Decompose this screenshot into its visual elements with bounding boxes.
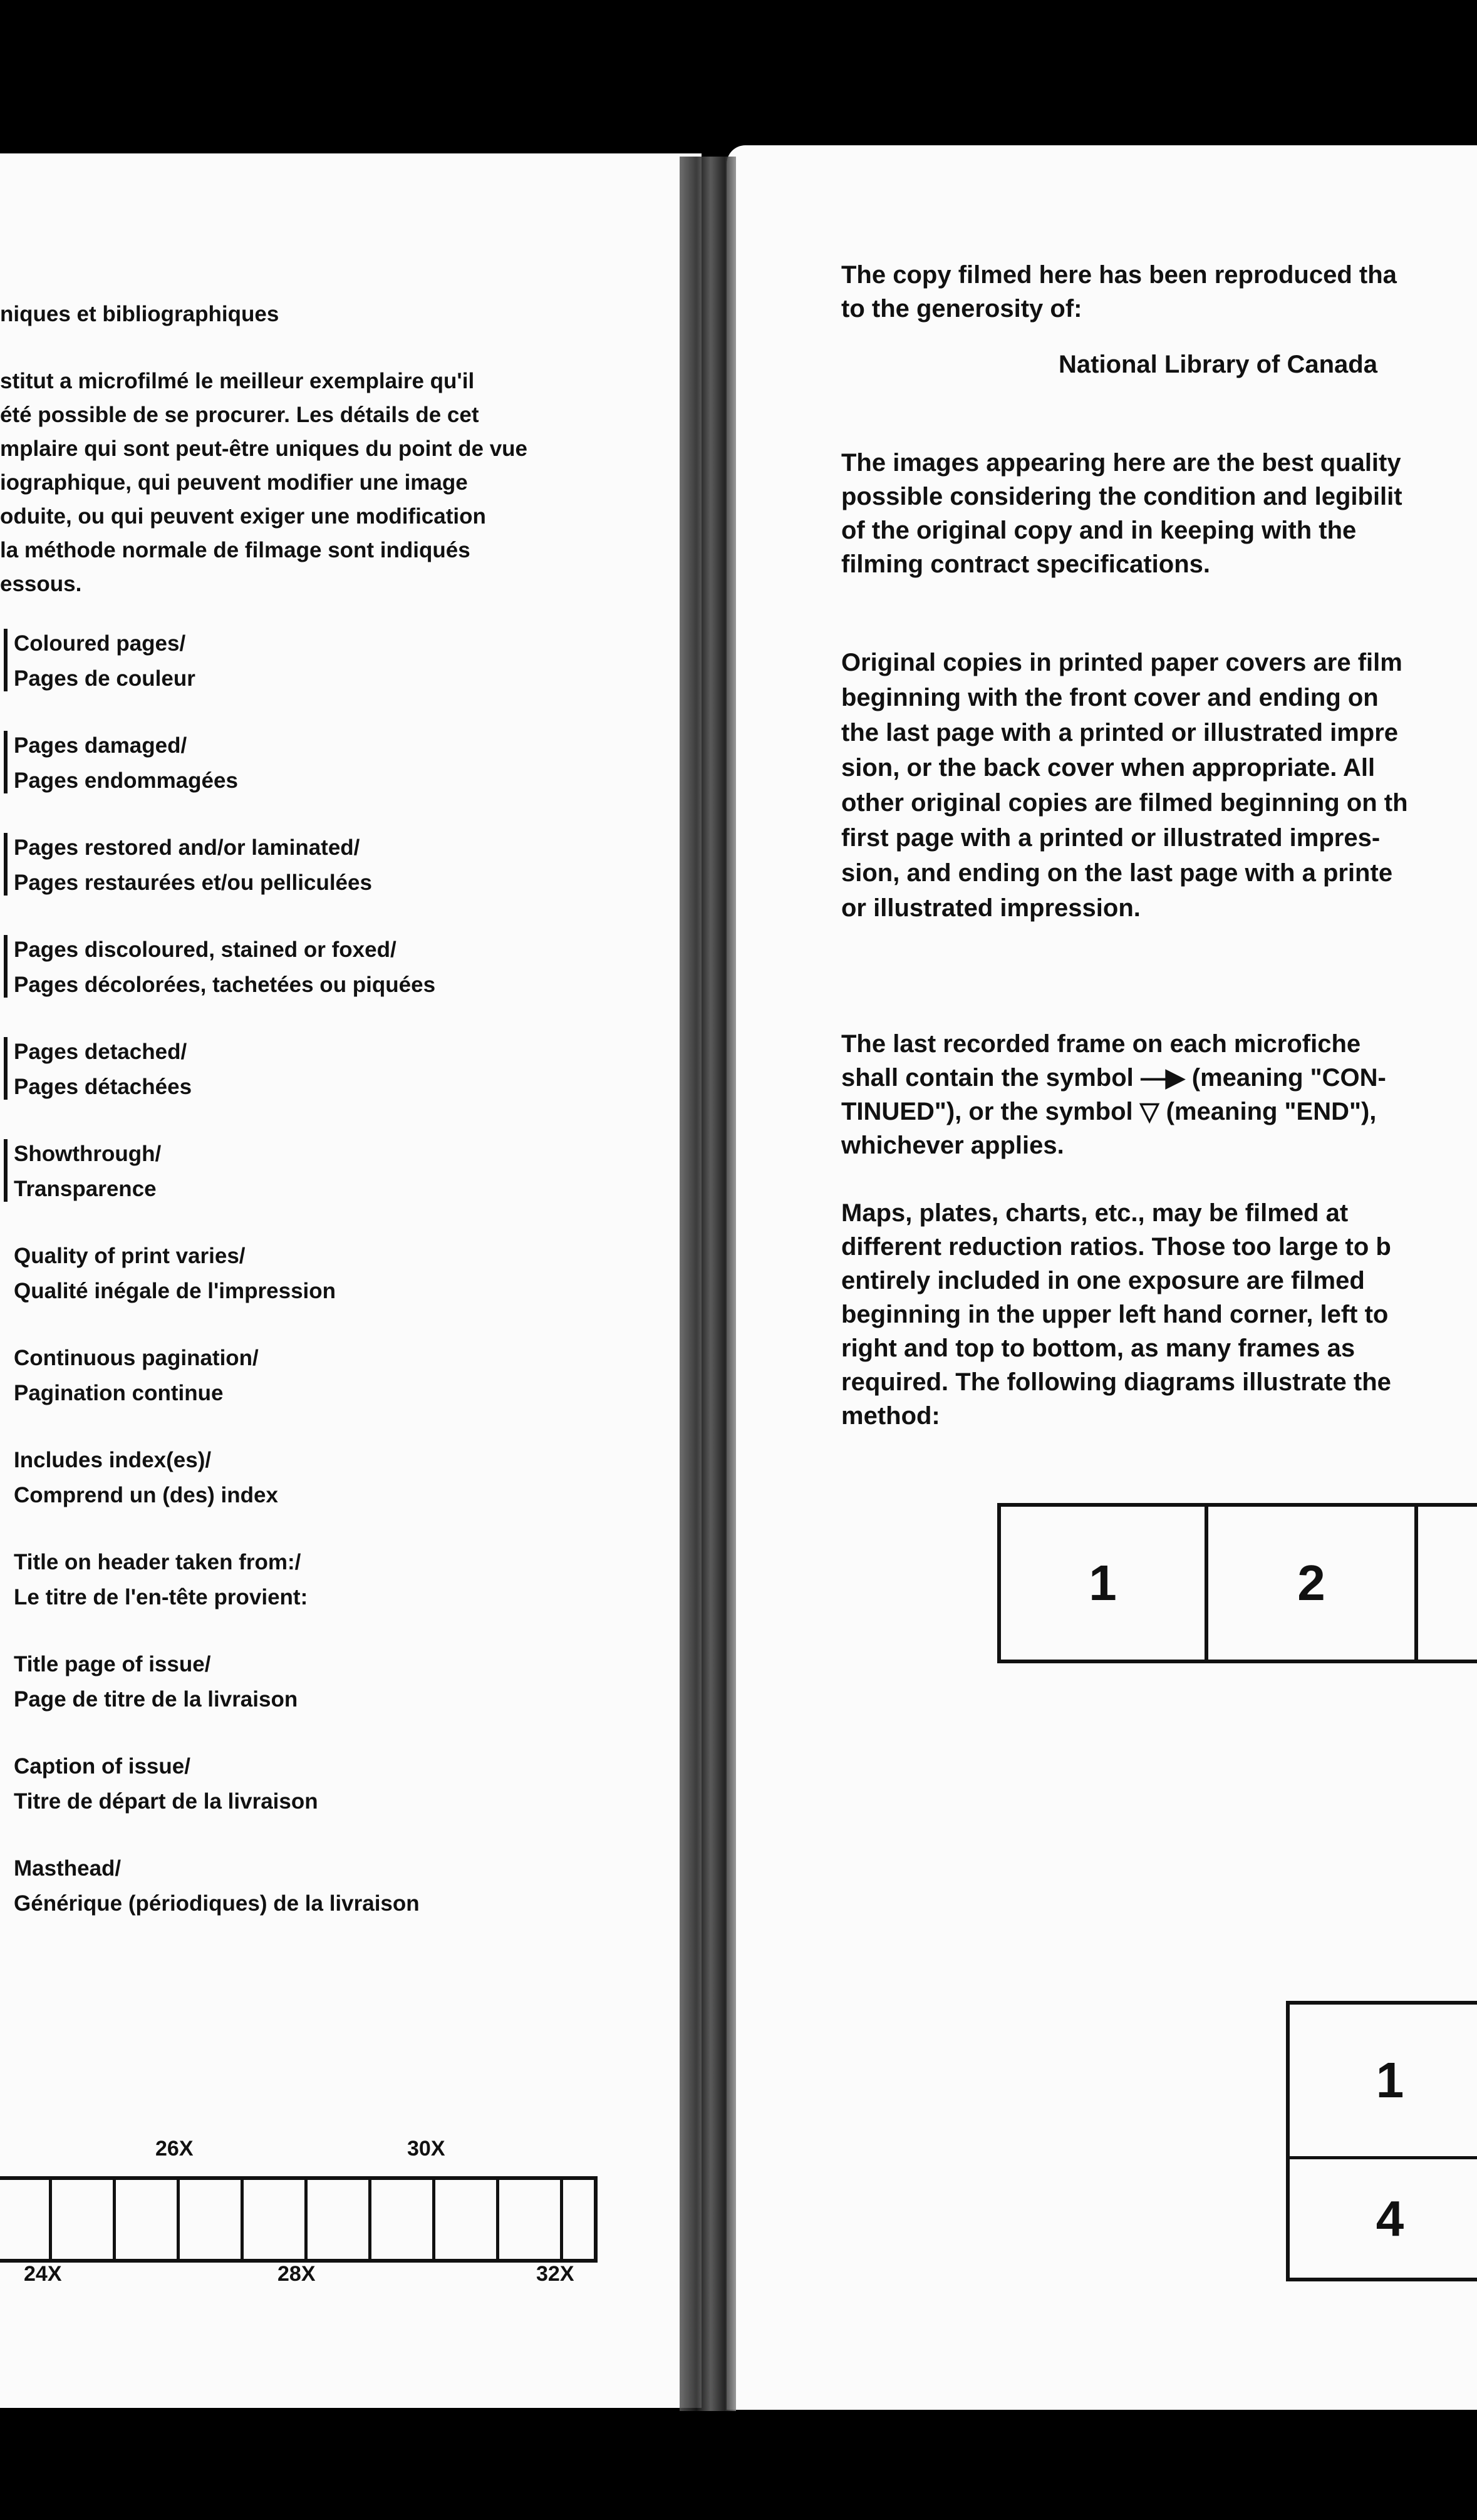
- diagram-grid-cell-4: 4: [1376, 2190, 1404, 2246]
- checklist-label-en: Title on header taken from:/: [14, 1550, 301, 1574]
- checkbox[interactable]: [0, 1139, 8, 1202]
- checklist-label-en: Includes index(es)/: [14, 1448, 212, 1472]
- para-last-frame-line: shall contain the symbol —▶ (meaning "CON-: [841, 1064, 1386, 1092]
- intro-line: mplaire qui sont peut-être uniques du point de vue: [0, 436, 527, 461]
- para-reproduced-line: to the generosity of:: [841, 295, 1082, 323]
- para-maps-plates: [841, 1196, 1391, 1433]
- checkbox[interactable]: [0, 1037, 8, 1100]
- intro-line: oduite, ou qui peuvent exiger une modification: [0, 504, 486, 529]
- para-image-quality-line: possible considering the condition and legibilit: [841, 483, 1402, 510]
- para-original-copies-line: sion, and ending on the last page with a printe: [841, 859, 1393, 887]
- checklist-label-fr: Pagination continue: [14, 1381, 224, 1405]
- diagram-row: [997, 1503, 1477, 1663]
- page-gutter: [680, 157, 736, 2411]
- intro-line: été possible de se procurer. Les détails de cet: [0, 403, 479, 427]
- checklist-label-fr: Comprend un (des) index: [14, 1483, 278, 1507]
- intro-line: iographique, qui peuvent modifier une image: [0, 470, 468, 495]
- intro-line: essous.: [0, 572, 82, 596]
- para-original-copies-line: other original copies are filmed beginning on th: [841, 789, 1408, 817]
- para-maps-plates-line: right and top to bottom, as many frames as: [841, 1335, 1355, 1362]
- para-image-quality: [841, 446, 1402, 581]
- scale-tick: [496, 2180, 499, 2259]
- checkbox[interactable]: [0, 935, 8, 998]
- para-original-copies-line: Original copies in printed paper covers are film: [841, 649, 1402, 676]
- para-maps-plates-line: different reduction ratios. Those too large to b: [841, 1233, 1391, 1261]
- checklist-label-fr: Pages endommagées: [14, 768, 238, 793]
- scale-tick: [368, 2180, 371, 2259]
- checklist-label-en: Coloured pages/: [14, 631, 186, 656]
- para-original-copies-line: or illustrated impression.: [841, 894, 1141, 922]
- checklist-label-en: Pages damaged/: [14, 733, 187, 758]
- diagram-cell-2: 2: [1297, 1555, 1325, 1611]
- diagram-grid-cell-1: 1: [1376, 2052, 1404, 2108]
- scale-label-32x: 32X: [536, 2262, 574, 2286]
- checkbox[interactable]: [0, 833, 8, 896]
- para-last-frame-line: whichever applies.: [841, 1132, 1064, 1159]
- para-image-quality-line: of the original copy and in keeping with the: [841, 517, 1357, 544]
- para-image-quality-line: filming contract specifications.: [841, 550, 1211, 578]
- para-last-frame-line: The last recorded frame on each microfiche: [841, 1030, 1361, 1058]
- checklist-label-en: Quality of print varies/: [14, 1244, 246, 1268]
- scale-tick: [432, 2180, 435, 2259]
- scale-label-26x: 26X: [155, 2137, 194, 2161]
- para-original-copies-line: sion, or the back cover when appropriate. All: [841, 754, 1376, 782]
- para-image-quality-line: The images appearing here are the best quality: [841, 449, 1401, 477]
- checklist-label-fr: Pages de couleur: [14, 666, 195, 691]
- checkbox[interactable]: [0, 629, 8, 691]
- para-maps-plates-line: entirely included in one exposure are filmed: [841, 1267, 1365, 1294]
- scale-label-24x: 24X: [24, 2262, 62, 2286]
- diagram-cell-1: 1: [1089, 1555, 1117, 1611]
- scale-tick: [560, 2180, 563, 2259]
- reduction-scale: [0, 2176, 598, 2263]
- scale-tick: [304, 2180, 308, 2259]
- checklist-label-fr: Transparence: [14, 1177, 157, 1201]
- checklist-label-fr: Le titre de l'en-tête provient:: [14, 1585, 308, 1609]
- checklist-label-en: Pages discoloured, stained or foxed/: [14, 937, 396, 962]
- left-header: niques et bibliographiques: [0, 302, 279, 326]
- scale-tick: [113, 2180, 116, 2259]
- para-original-copies: [841, 645, 1408, 926]
- scale-label-30x: 30X: [407, 2137, 445, 2161]
- para-reproduced: [841, 258, 1397, 326]
- checklist-label-fr: Pages restaurées et/ou pelliculées: [14, 870, 372, 895]
- checklist-label-en: Title page of issue/: [14, 1652, 211, 1676]
- para-original-copies-line: beginning with the front cover and ending on: [841, 684, 1379, 711]
- scale-tick: [241, 2180, 244, 2259]
- intro-line: stitut a microfilmé le meilleur exemplaire qu'il: [0, 369, 475, 393]
- para-last-frame-line: TINUED"), or the symbol ▽ (meaning "END"),: [841, 1098, 1377, 1125]
- para-reproduced-line: The copy filmed here has been reproduced tha: [841, 261, 1397, 289]
- para-maps-plates-line: beginning in the upper left hand corner, left to: [841, 1301, 1389, 1328]
- checklist-label-fr: Qualité inégale de l'impression: [14, 1279, 336, 1303]
- para-original-copies-line: the last page with a printed or illustrated impre: [841, 719, 1399, 746]
- scale-tick: [49, 2180, 52, 2259]
- para-maps-plates-line: required. The following diagrams illustrate the: [841, 1368, 1391, 1396]
- scale-tick: [177, 2180, 180, 2259]
- checklist-label-fr: Pages décolorées, tachetées ou piquées: [14, 973, 436, 997]
- para-original-copies-line: first page with a printed or illustrated impres-: [841, 824, 1381, 852]
- para-maps-plates-line: Maps, plates, charts, etc., may be filmed at: [841, 1199, 1349, 1227]
- checklist-label-fr: Générique (périodiques) de la livraison: [14, 1891, 420, 1916]
- diagram-grid: [1286, 2001, 1477, 2281]
- library-name: National Library of Canada: [1059, 351, 1377, 378]
- checklist-label-fr: Pages détachées: [14, 1075, 192, 1099]
- checklist-label-fr: Page de titre de la livraison: [14, 1687, 298, 1712]
- checklist-label-fr: Titre de départ de la livraison: [14, 1789, 318, 1814]
- checklist-label-en: Caption of issue/: [14, 1754, 190, 1779]
- checklist-label-en: Pages restored and/or laminated/: [14, 835, 360, 860]
- intro-line: la méthode normale de filmage sont indiqués: [0, 538, 470, 562]
- checklist-label-en: Continuous pagination/: [14, 1346, 259, 1370]
- checkbox[interactable]: [0, 731, 8, 793]
- checklist-label-en: Pages detached/: [14, 1040, 187, 1064]
- para-last-frame: [841, 1027, 1386, 1162]
- checklist-label-en: Showthrough/: [14, 1142, 162, 1166]
- scale-label-28x: 28X: [277, 2262, 316, 2286]
- checklist-label-en: Masthead/: [14, 1856, 122, 1881]
- para-maps-plates-line: method:: [841, 1402, 940, 1430]
